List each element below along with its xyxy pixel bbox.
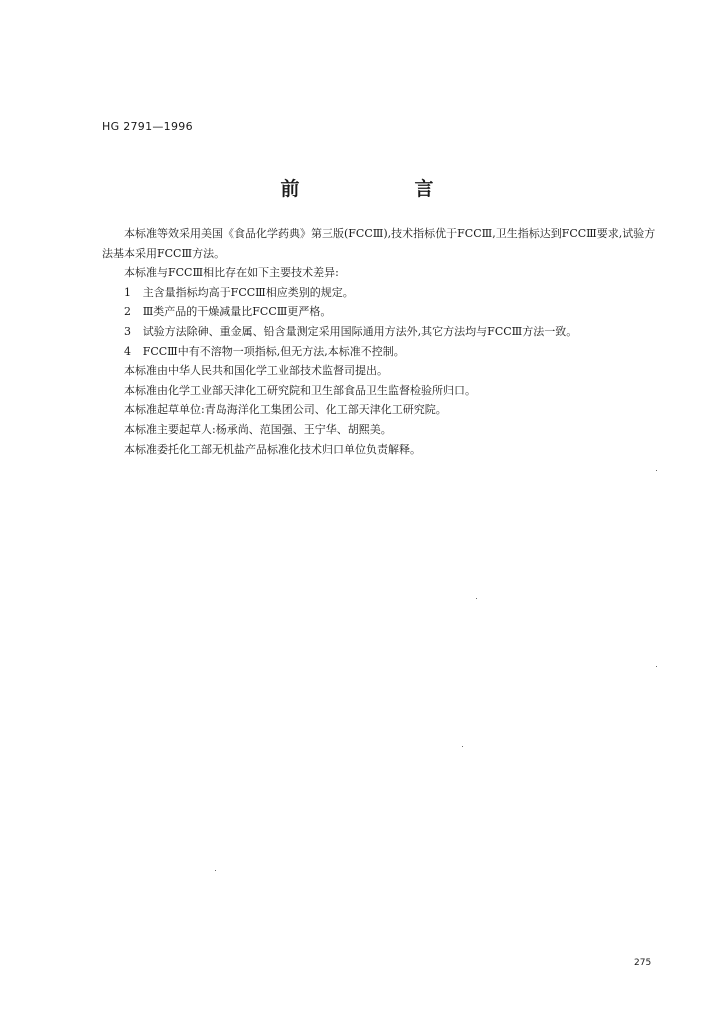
difference-text: 主含量指标均高于FCCⅢ相应类别的规定。 [142,285,354,299]
scan-speck [656,470,657,471]
paragraph-proposer: 本标准由中华人民共和国化学工业部技术监督司提出。 [124,364,388,378]
page-number: 275 [634,958,652,968]
difference-item [102,283,662,303]
scan-speck [215,870,216,871]
difference-item [102,302,662,322]
foreword-body [102,224,662,459]
difference-text: 试验方法除砷、重金属、铅含量测定采用国际通用方法外,其它方法均与FCCⅢ方法一致。 [142,324,578,338]
page-title: 前 言 [280,178,482,200]
difference-number: 1 [124,285,131,299]
scan-speck [656,666,657,667]
paragraph-drafting-units: 本标准起草单位:青岛海洋化工集团公司、化工部天津化工研究院。 [124,403,447,417]
difference-number: 3 [124,324,131,338]
difference-text: Ⅲ类产品的干燥减量比FCCⅢ更严格。 [142,305,332,319]
paragraph-centralized: 本标准由化学工业部天津化工研究院和卫生部食品卫生监督检验所归口。 [124,383,476,397]
difference-number: 4 [124,344,131,358]
scan-speck [462,746,463,747]
difference-number: 2 [124,305,131,319]
scan-speck [476,598,477,599]
difference-text: FCCⅢ中有不溶物一项指标,但无方法,本标准不控制。 [142,344,405,358]
paragraph-interpretation: 本标准委托化工部无机盐产品标准化技术归口单位负责解释。 [124,442,421,456]
paragraph-adoption: 本标准等效采用美国《食品化学药典》第三版(FCCⅢ),技术指标优于FCCⅢ,卫生指标达到FCCⅢ要求,试验方法基本采用FCCⅢ方法。 [102,227,656,260]
difference-item [102,322,662,342]
difference-item [102,342,662,362]
paragraph-differences-intro: 本标准与FCCⅢ相比存在如下主要技术差异: [124,266,339,280]
standard-code: HG 2791—1996 [102,120,193,133]
paragraph-drafters: 本标准主要起草人:杨承尚、范国强、王宁华、胡熙美。 [124,422,392,436]
